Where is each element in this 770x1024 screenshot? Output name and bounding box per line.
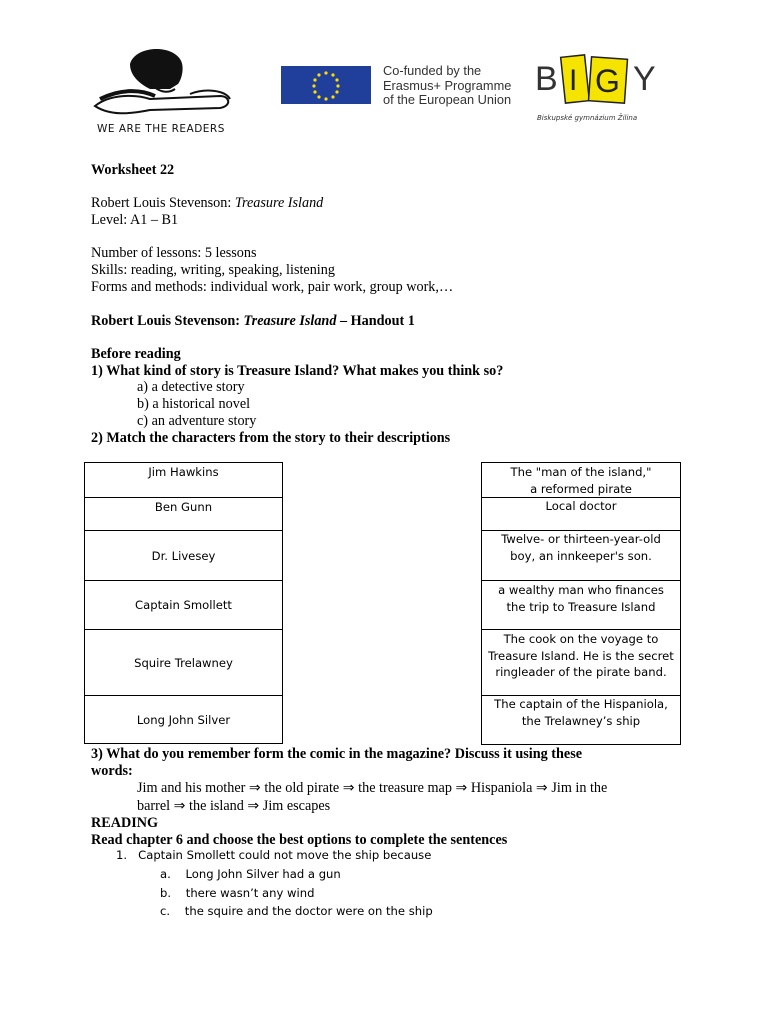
description-line: The captain of the Hispaniola, (494, 697, 668, 711)
question-3-line-1: 3) What do you remember form the comic in the magazine? Discuss it using these (91, 746, 583, 762)
description-cell (482, 695, 680, 746)
svg-text:Y: Y (633, 60, 656, 98)
q1-option-c: c) an adventure story (137, 413, 257, 429)
description-cell (482, 497, 680, 531)
eu-flag-icon (281, 66, 371, 104)
forms-line: Forms and methods: individual work, pair work, group work,… (91, 279, 454, 295)
description-line: a wealthy man who finances (498, 583, 664, 597)
characters-table (84, 462, 283, 744)
character-cell (85, 695, 282, 745)
question-3-line-2: words: (91, 763, 133, 779)
bigy-logo (535, 50, 680, 110)
character-cell (85, 463, 282, 498)
description-cell (482, 463, 680, 498)
eu-text-line-1: Co-funded by the (383, 63, 482, 78)
readers-logo-text: WE ARE THE READERS (97, 123, 225, 135)
descriptions-table (481, 462, 681, 745)
q3-words-line-1: Jim and his mother ⇒ the old pirate ⇒ the treasure map ⇒ Hispaniola ⇒ Jim in the (137, 780, 608, 796)
lessons-line: Number of lessons: 5 lessons (91, 245, 257, 261)
character-cell (85, 497, 282, 533)
character-name: Captain Smollett (135, 598, 232, 613)
description-line: Treasure Island. He is the secret (488, 648, 674, 663)
svg-text:B: B (535, 60, 558, 98)
description-line: ringleader of the pirate band. (495, 665, 667, 679)
handout-suffix: – Handout 1 (336, 313, 415, 329)
author-line (91, 195, 323, 212)
character-cell (85, 629, 282, 696)
handout-prefix: Robert Louis Stevenson: (91, 313, 244, 329)
eu-text-line-3: of the European Union (383, 92, 512, 107)
character-name: Ben Gunn (154, 500, 213, 514)
handout-title: Treasure Island (243, 313, 337, 329)
description-line: a reformed pirate (530, 481, 632, 496)
character-name: Jim Hawkins (148, 465, 219, 479)
svg-text:I: I (569, 64, 578, 97)
question-2: 2) Match the characters from the story to their descriptions (91, 430, 451, 446)
before-reading-heading: Before reading (91, 346, 181, 362)
description-line: boy, an innkeeper's son. (510, 548, 652, 563)
level-line: Level: A1 – B1 (91, 212, 179, 228)
character-name: Squire Trelawney (134, 655, 233, 670)
character-name: Dr. Livesey (151, 548, 216, 563)
worksheet-title: Worksheet 22 (91, 162, 175, 178)
description-line: Local doctor (545, 499, 617, 513)
eu-text-line-2: Erasmus+ Programme (383, 77, 512, 93)
description-line: The "man of the island," (510, 465, 652, 479)
q1-option-a: a) a detective story (137, 379, 245, 395)
q3-words-line-2: barrel ⇒ the island ⇒ Jim escapes (137, 798, 331, 814)
bigy-subtitle: Biskupské gymnázium Žilina (537, 114, 638, 122)
bigy-logo-icon (535, 50, 680, 110)
description-cell (482, 580, 680, 631)
description-line: The cook on the voyage to (503, 632, 659, 646)
book-title: Treasure Island (234, 195, 324, 211)
skills-line: Skills: reading, writing, speaking, listening (91, 262, 335, 278)
svg-text:G: G (595, 63, 620, 99)
author-prefix: Robert Louis Stevenson: (91, 195, 235, 211)
reading-heading: READING (91, 815, 159, 831)
reading-task: Read chapter 6 and choose the best options to complete the sentences (91, 832, 508, 848)
sentence-1-option-c: c. the squire and the doctor were on the ship (160, 904, 433, 918)
character-cell (85, 580, 282, 630)
eu-cofunded-text (383, 64, 511, 108)
description-cell (482, 530, 680, 581)
description-cell (482, 629, 680, 697)
character-cell (85, 530, 282, 581)
q1-option-b: b) a historical novel (137, 396, 251, 412)
sentence-1: 1. Captain Smollett could not move the ship because (116, 848, 432, 862)
description-line: the trip to Treasure Island (506, 599, 656, 614)
description-line: Twelve- or thirteen-year-old (501, 532, 661, 546)
question-1: 1) What kind of story is Treasure Island? What makes you think so? (91, 363, 504, 379)
sentence-1-option-a: a. Long John Silver had a gun (160, 867, 341, 881)
sentence-1-option-b: b. there wasn’t any wind (160, 886, 315, 900)
description-line: the Trelawney’s ship (521, 713, 641, 728)
handout-heading (91, 313, 415, 330)
character-name: Long John Silver (136, 713, 231, 728)
